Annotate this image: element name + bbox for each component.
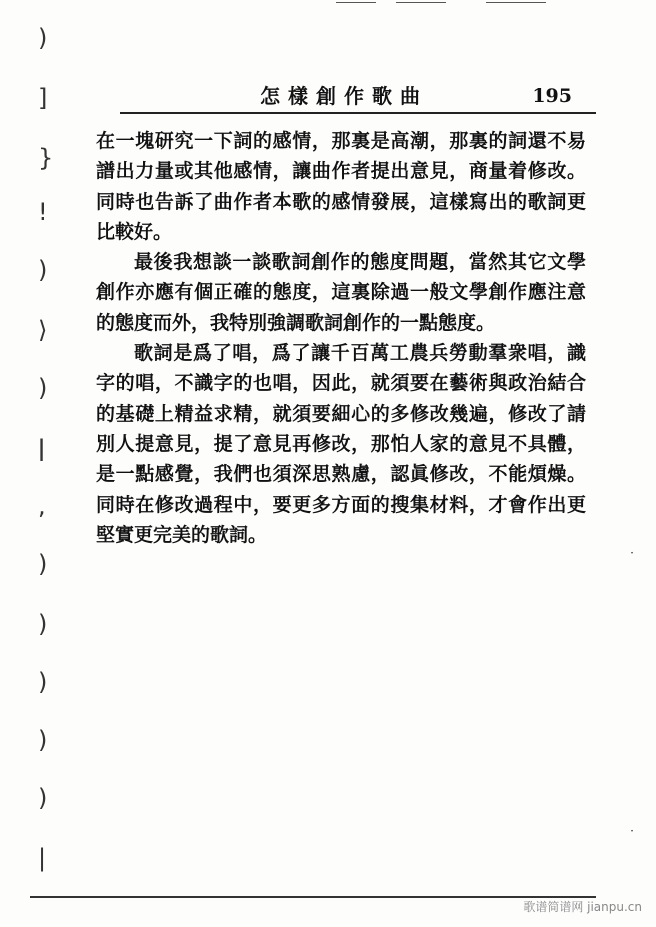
page-number: 195 bbox=[532, 85, 572, 107]
body-text bbox=[96, 126, 586, 550]
binding-mark: ) bbox=[38, 256, 48, 284]
header-title: 怎樣創作歌曲 bbox=[260, 84, 428, 108]
binding-mark: ) bbox=[38, 610, 48, 638]
binding-mark: ) bbox=[38, 726, 48, 754]
binding-mark: ⟩ bbox=[38, 316, 48, 344]
paragraph-continuation: 在一塊研究一下詞的感情，那裏是高潮，那裏的詞還不易譜出力量或其他感情，讓曲作者提出意見，商量着修改。同時也告訴了曲作者本歌的感情發展，這樣寫出的歌詞更比較好。 bbox=[96, 130, 586, 243]
stray-dot-mark: · bbox=[630, 546, 634, 560]
paragraph-revision: 歌詞是爲了唱，爲了讓千百萬工農兵勞動羣衆唱，識字的唱，不識字的也唱，因此，就須要在藝術與政治結合的基礎上精益求精，就須要細心的多修改幾遍，修改了請別人提意見，提了意見再修改，那怕人家的意見不具體，是一點感覺，我們也須深思熟慮，認眞修改，不能煩燥。同時在修改過程中，要更多方面的搜集材料，才會作出更堅實更完美的歌詞。 bbox=[96, 342, 586, 546]
binding-mark: ) bbox=[38, 784, 48, 812]
running-header bbox=[120, 84, 600, 114]
binding-mark: ) bbox=[38, 374, 48, 402]
watermark: 歌谱简谱网 jianpu.cn bbox=[523, 900, 642, 914]
binding-mark: ) bbox=[38, 24, 48, 52]
binding-mark: , bbox=[38, 492, 46, 520]
binding-mark: ) bbox=[38, 550, 48, 578]
binding-mark: ] bbox=[38, 84, 48, 112]
binding-mark: | bbox=[38, 844, 47, 872]
binding-mark: ! bbox=[38, 198, 48, 226]
stray-dot-mark: · bbox=[630, 824, 634, 838]
binding-mark: } bbox=[38, 144, 54, 172]
top-scan-marks bbox=[336, 0, 586, 8]
header-rule bbox=[120, 112, 596, 114]
bottom-rule bbox=[30, 896, 596, 898]
binding-mark: ) bbox=[38, 668, 48, 696]
binding-mark: ǀ bbox=[38, 434, 46, 462]
paragraph-attitude: 最後我想談一談歌詞創作的態度問題，當然其它文學創作亦應有個正確的態度，這裏除過一般文學創作應注意的態度而外，我特別強調歌詞創作的一點態度。 bbox=[96, 251, 586, 334]
